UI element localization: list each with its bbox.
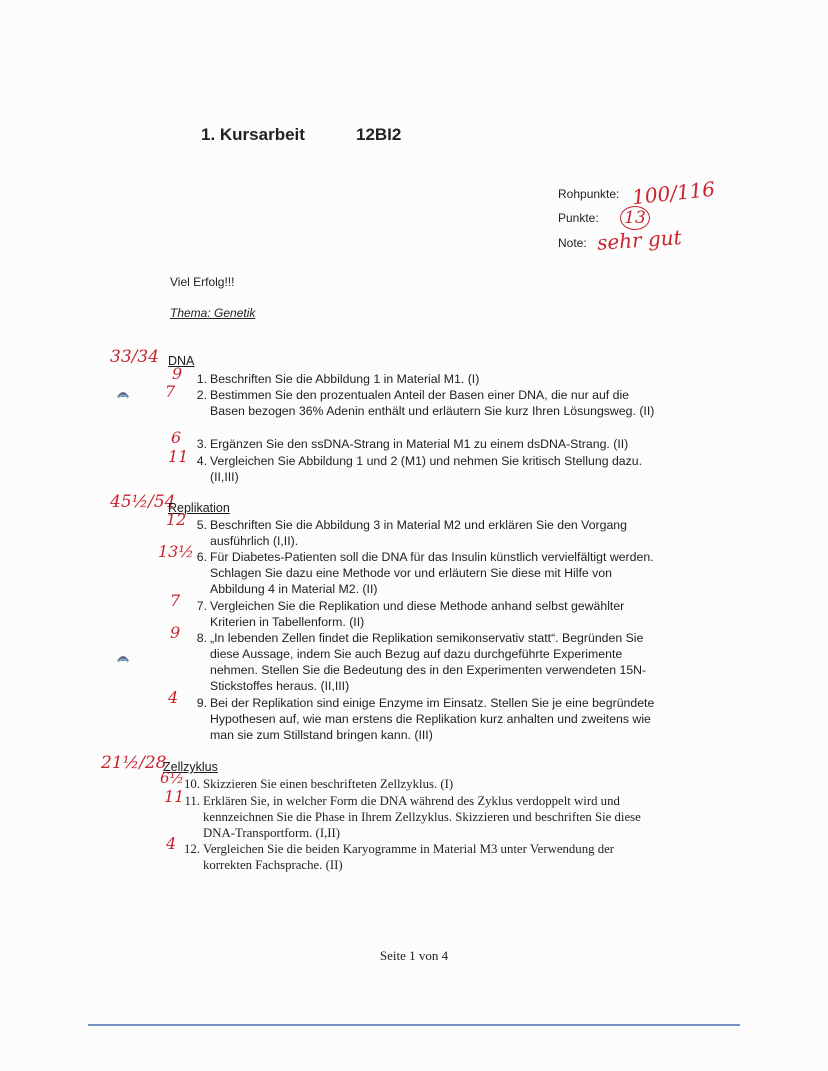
course-code: 12BI2 — [356, 125, 402, 144]
note-label: Note: — [558, 236, 587, 250]
rohpunkte-label: Rohpunkte: — [558, 187, 620, 201]
question-11 — [180, 793, 660, 841]
question-mark-10: 6½ — [160, 769, 185, 787]
question-mark-6: 13½ — [158, 542, 194, 561]
punkte-value: 13 — [620, 206, 650, 230]
question-text: Beschriften Sie die Abbildung 3 in Material M2 und erklären Sie den Vorgang ausführlich (I,II). — [210, 518, 627, 548]
question-text: Beschriften Sie die Abbildung 1 in Material M1. (I) — [210, 372, 480, 386]
marker-icon — [116, 651, 130, 665]
section-title-zellzyklus: Zellzyklus — [163, 760, 218, 774]
question-number: 12. — [184, 842, 200, 856]
question-text: Für Diabetes-Patienten soll die DNA für das Insulin künstlich vervielfältigt werden. Schlagen Sie dazu eine Methode vor und erläutern Sie diese mit Hilfe von Abbildung 4 in Material M2. (II) — [210, 550, 654, 596]
question-number: 3. — [196, 437, 207, 451]
question-number: 1. — [196, 372, 207, 386]
exam-title: 1. Kursarbeit — [201, 125, 305, 144]
question-8 — [187, 630, 667, 694]
question-12 — [180, 841, 660, 873]
question-1 — [187, 371, 667, 387]
question-mark-12: 4 — [166, 834, 177, 853]
section-score-zellzyklus: 21½/28 — [101, 753, 167, 773]
question-number: 4. — [196, 454, 207, 468]
question-text: Bestimmen Sie den prozentualen Anteil der Basen einer DNA, die nur auf die Basen bezogen 36% Adenin enthält und erläutern Sie kurz Ihren Lösungsweg. (II) — [210, 388, 655, 418]
question-text: Bei der Replikation sind einige Enzyme im Einsatz. Stellen Sie je eine begründete Hypothesen auf, wie man erstens die Replikation kurz anhalten und zweitens wie man sie zum Stillstand bringen kann. (III) — [210, 696, 655, 742]
question-number: 7. — [196, 599, 207, 613]
question-5 — [187, 517, 667, 549]
question-number: 11. — [184, 794, 200, 808]
question-4 — [187, 453, 667, 485]
question-mark-3: 6 — [171, 428, 182, 447]
question-3 — [187, 436, 667, 452]
question-text: Ergänzen Sie den ssDNA-Strang in Material M1 zu einem dsDNA-Strang. (II) — [210, 437, 629, 451]
question-number: 5. — [196, 518, 207, 532]
section-title-replikation: Replikation — [168, 501, 230, 515]
section-title-dna: DNA — [168, 354, 195, 368]
question-text: Vergleichen Sie die beiden Karyogramme in Material M3 unter Verwendung der korrekten Fachsprache. (II) — [203, 842, 615, 872]
question-9 — [187, 695, 667, 743]
question-text: Erklären Sie, in welcher Form die DNA während des Zyklus verdoppelt wird und kennzeichnen Sie die Phase in Ihrem Zellzyklus. Skizzieren und beschriften Sie diese DNA-Transportform. (I,II) — [203, 794, 641, 840]
note-value: sehr gut — [596, 225, 683, 255]
question-10 — [180, 776, 660, 792]
question-mark-1: 9 — [172, 364, 183, 383]
question-7 — [187, 598, 667, 630]
question-number: 6. — [196, 550, 207, 564]
question-mark-2: 7 — [165, 382, 176, 401]
question-mark-4: 11 — [168, 447, 189, 466]
question-2 — [187, 387, 667, 419]
marker-icon — [116, 387, 130, 401]
question-mark-9: 4 — [168, 688, 179, 707]
question-text: Vergleichen Sie Abbildung 1 und 2 (M1) und nehmen Sie kritisch Stellung dazu. (II,III) — [210, 454, 643, 484]
question-number: 10. — [184, 777, 200, 791]
question-mark-11: 11 — [164, 787, 185, 806]
punkte-label: Punkte: — [558, 211, 599, 225]
greeting: Viel Erfolg!!! — [170, 275, 235, 289]
question-6 — [187, 549, 667, 597]
scan-edge-divider — [88, 1024, 740, 1026]
question-text: „In lebenden Zellen findet die Replikation semikonservativ statt“. Begründen Sie diese Aussage, indem Sie auch Bezug auf dazu durchgeführte Experimente nehmen. Stellen Sie die Bedeutung des in den Experimenten verwendeten 15N-Stickstoffes heraus. (II,III) — [210, 631, 647, 693]
question-number: 8. — [196, 631, 207, 645]
question-mark-7: 7 — [170, 591, 181, 610]
question-text: Skizzieren Sie einen beschrifteten Zellzyklus. (I) — [203, 777, 454, 791]
topic: Thema: Genetik — [170, 306, 256, 320]
question-mark-8: 9 — [170, 623, 181, 642]
page-footer: Seite 1 von 4 — [379, 948, 449, 963]
question-mark-5: 12 — [166, 510, 187, 529]
section-score-replikation: 45½/54 — [110, 492, 176, 512]
question-text: Vergleichen Sie die Replikation und diese Methode anhand selbst gewählter Kriterien in Tabellenform. (II) — [210, 599, 625, 629]
question-number: 2. — [196, 388, 207, 402]
question-number: 9. — [196, 696, 207, 710]
section-score-dna: 33/34 — [110, 347, 159, 367]
rohpunkte-value: 100/116 — [630, 176, 717, 210]
